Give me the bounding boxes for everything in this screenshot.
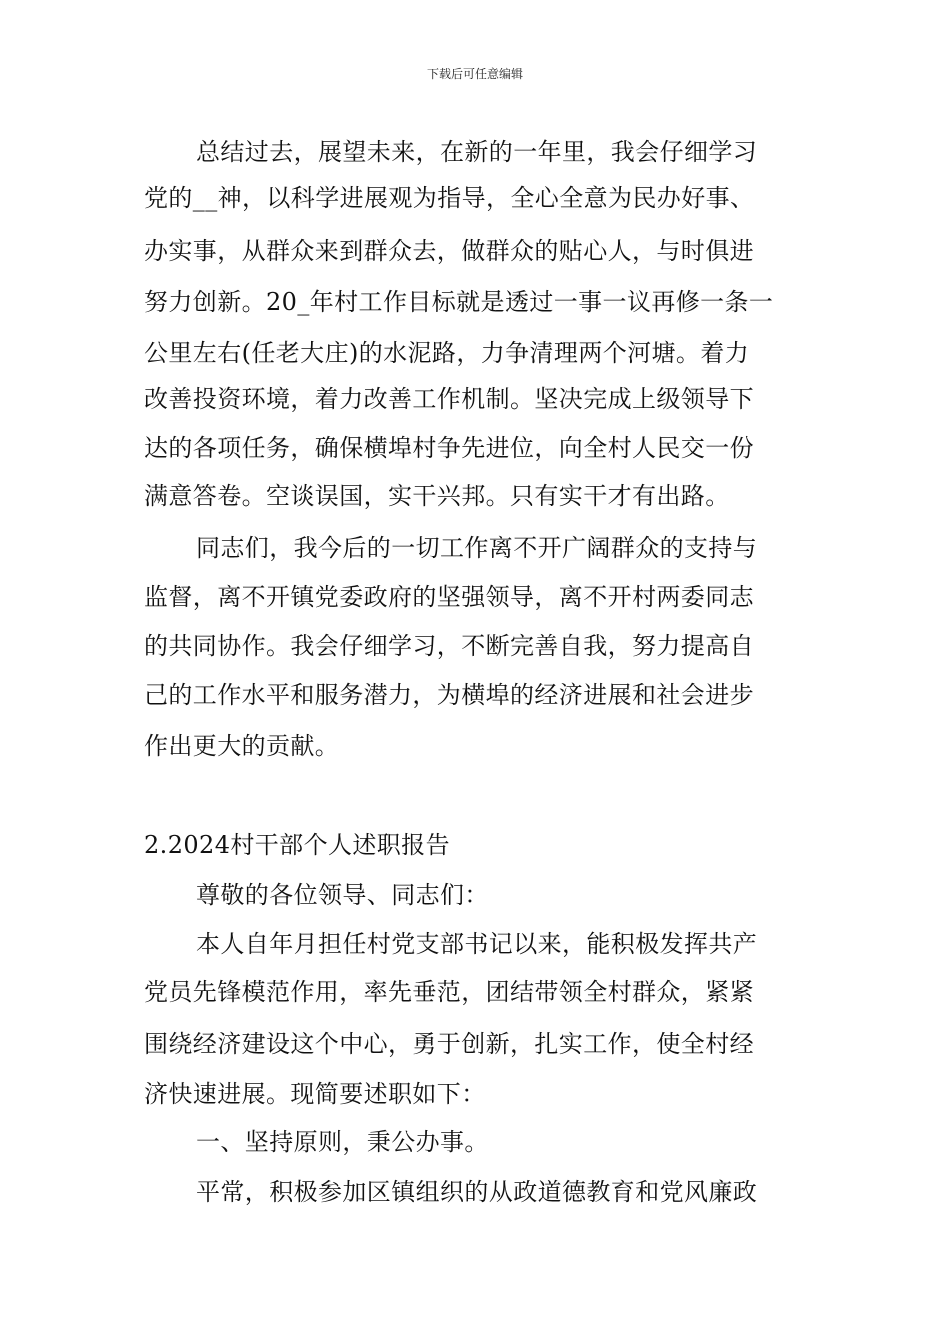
paragraph-line: 达的各项任务，确保横埠村争先进位，向全村人民交一份 <box>144 434 754 462</box>
greeting-line: 尊敬的各位领导、同志们： <box>196 881 489 909</box>
paragraph-line: 济快速进展。现简要述职如下： <box>144 1080 486 1108</box>
paragraph-line: 努力创新。20_年村工作目标就是透过一事一议再修一条一 <box>144 288 774 316</box>
paragraph-line: 改善投资环境，着力改善工作机制。坚决完成上级领导下 <box>144 385 754 413</box>
paragraph-line: 围绕经济建设这个中心，勇于创新，扎实工作，使全村经 <box>144 1030 754 1058</box>
section-title: 2.2024村干部个人述职报告 <box>144 831 450 859</box>
paragraph-line: 办实事，从群众来到群众去，做群众的贴心人，与时俱进 <box>144 237 754 265</box>
paragraph-line: 党的__神，以科学进展观为指导，全心全意为民办好事、 <box>144 184 755 212</box>
paragraph-line: 党员先锋模范作用，率先垂范，团结带领全村群众，紧紧 <box>144 978 754 1006</box>
paragraph-line: 的共同协作。我会仔细学习，不断完善自我，努力提高自 <box>144 632 754 660</box>
page-header-note: 下载后可任意编辑 <box>426 67 523 81</box>
paragraph-line: 满意答卷。空谈误国，实干兴邦。只有实干才有出路。 <box>144 482 730 510</box>
paragraph-line: 本人自年月担任村党支部书记以来，能积极发挥共产 <box>196 930 758 958</box>
paragraph-line: 同志们，我今后的一切工作离不开广阔群众的支持与 <box>196 534 758 562</box>
paragraph-line: 监督，离不开镇党委政府的坚强领导，离不开村两委同志 <box>144 583 754 611</box>
paragraph-line: 己的工作水平和服务潜力，为横埠的经济进展和社会进步 <box>144 681 754 709</box>
paragraph-line: 公里左右(任老大庄)的水泥路，力争清理两个河塘。着力 <box>144 339 750 367</box>
paragraph-line: 平常，积极参加区镇组织的从政道德教育和党风廉政 <box>196 1178 758 1206</box>
subheading-line: 一、坚持原则，秉公办事。 <box>196 1128 489 1156</box>
paragraph-line: 总结过去，展望未来，在新的一年里，我会仔细学习 <box>196 138 758 166</box>
paragraph-line: 作出更大的贡献。 <box>144 732 340 760</box>
